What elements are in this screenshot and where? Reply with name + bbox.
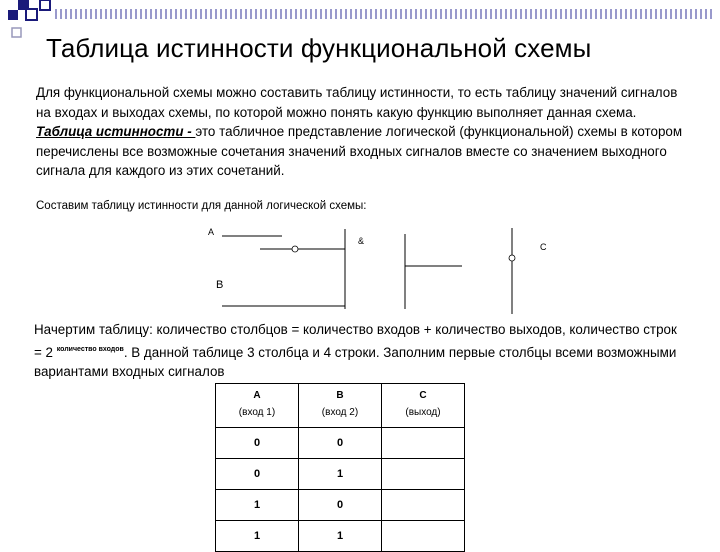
logic-circuit-diagram <box>200 214 570 314</box>
truth-table-term: Таблица истинности - <box>36 124 196 139</box>
exponent-label: количество входов <box>56 345 124 353</box>
page-title: Таблица истинности функциональной схемы <box>46 33 592 63</box>
table-cell: 1 <box>299 521 382 552</box>
intro-text-before: Для функциональной схемы можно составить таблицу истинности, то есть таблицу значений сигналов на входах и выходах схемы, по которой можно понять какую функцию выполняет данная схема. <box>36 85 678 120</box>
column-header-c-sub: (выход) <box>405 407 441 418</box>
instructions-part2: . В данной таблице 3 столбца и 4 строки. Заполним первые столбцы всеми возможными вариантами входных сигналов <box>34 344 677 379</box>
table-cell: 0 <box>216 428 299 459</box>
circuit-caption: Составим таблицу истинности для данной логической схемы: <box>36 200 367 212</box>
output-c-label: C <box>540 242 547 252</box>
truth-table <box>215 383 465 552</box>
column-header-c-name: C <box>419 390 427 401</box>
table-row <box>216 459 465 490</box>
table-instructions-paragraph <box>34 320 684 382</box>
column-header-a <box>216 384 299 428</box>
table-row <box>216 521 465 552</box>
column-header-b <box>299 384 382 428</box>
input-a-label: A <box>208 227 215 237</box>
intro-paragraph <box>36 83 686 181</box>
column-header-b-sub: (вход 2) <box>321 407 359 418</box>
inverter-bubble-1 <box>292 246 298 252</box>
intro-text-after: это табличное представление логической (функциональной) схемы в котором перечислены все возможные сочетания значений входных сигналов вместе со значением выходного сигнала для каждого из этих сочетаний. <box>36 124 683 178</box>
table-cell: 1 <box>216 521 299 552</box>
table-row <box>216 428 465 459</box>
table-cell <box>382 521 465 552</box>
column-header-a-sub: (вход 1) <box>238 407 276 418</box>
table-cell: 1 <box>216 490 299 521</box>
column-header-a-name: A <box>253 390 261 401</box>
table-cell <box>382 490 465 521</box>
table-row <box>216 490 465 521</box>
input-b-label: B <box>216 279 224 291</box>
column-header-c <box>382 384 465 428</box>
table-cell: 0 <box>216 459 299 490</box>
table-cell: 0 <box>299 428 382 459</box>
table-cell: 1 <box>299 459 382 490</box>
output-inverter-bubble <box>509 255 515 261</box>
instructions-part1: Начертим таблицу: количество столбцов = количество входов + количество выходов, количество строк = 2 <box>34 322 677 360</box>
table-cell: 0 <box>299 490 382 521</box>
table-cell <box>382 428 465 459</box>
column-header-b-name: B <box>336 390 344 401</box>
table-header-row <box>216 384 465 428</box>
table-cell <box>382 459 465 490</box>
and-gate-symbol: & <box>358 236 365 246</box>
